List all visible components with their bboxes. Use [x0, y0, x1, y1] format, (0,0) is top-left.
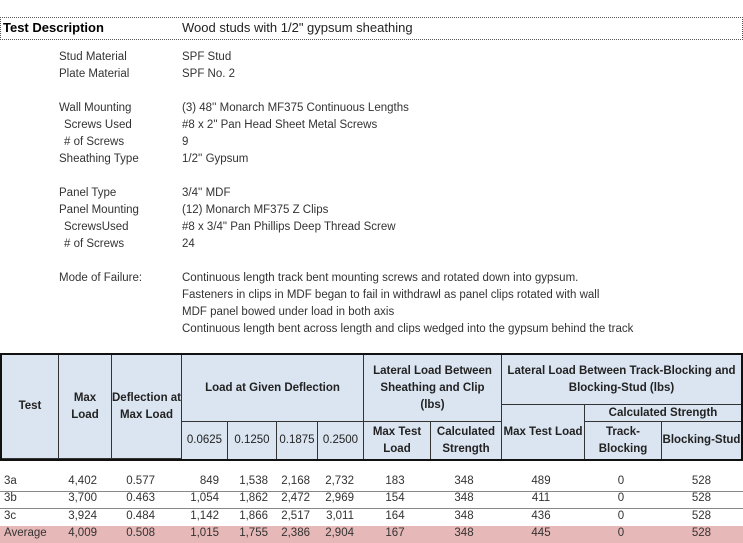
table-cell: 3b — [4, 492, 17, 505]
table-cell: 445 — [531, 526, 551, 539]
table-cell: 348 — [454, 475, 474, 487]
failure-line: Continuous length bent across length and clips wedged into the gypsum behind the track — [182, 323, 634, 335]
table-cell: Average — [4, 526, 47, 539]
header-d3: 0.1875 — [277, 422, 318, 459]
table-cell: 164 — [385, 509, 405, 522]
table-cell: 0.463 — [126, 492, 155, 505]
spec-label: # of Screws — [64, 136, 125, 148]
table-cell: 2,168 — [281, 475, 310, 487]
spec-value: SPF No. 2 — [182, 68, 236, 80]
table-cell: 4,402 — [68, 475, 97, 487]
table-cell: 1,015 — [190, 526, 219, 539]
spec-label: Panel Mounting — [59, 204, 139, 216]
table-header — [0, 353, 743, 461]
table-cell: 1,142 — [190, 509, 219, 522]
table-cell: 3,924 — [68, 509, 97, 522]
table-cell: 3,011 — [326, 509, 354, 522]
table-cell: 348 — [454, 492, 474, 505]
table-cell: 2,386 — [281, 526, 310, 539]
spec-value: 3/4'' MDF — [182, 187, 231, 199]
table-row — [0, 509, 743, 527]
header-ls-max: Max Test Load — [364, 422, 431, 459]
table-cell: 3c — [4, 509, 17, 522]
header-lt-max: Max Test Load — [502, 405, 585, 459]
average-row — [0, 526, 743, 543]
spec-value: 9 — [182, 136, 189, 148]
failure-line: Fasteners in clips in MDF began to fail in withdrawl as panel clips rotated with wall — [182, 289, 600, 301]
spec-label: Panel Type — [59, 187, 117, 199]
spec-value: 1/2'' Gypsum — [182, 153, 249, 165]
table-cell: 2,732 — [325, 475, 354, 487]
table-cell: 436 — [531, 509, 551, 522]
header-lt-calc: Calculated Strength — [585, 405, 741, 422]
table-cell: 2,969 — [325, 492, 354, 505]
table-cell: 348 — [454, 509, 474, 522]
table-row — [0, 474, 743, 492]
table-cell: 489 — [531, 475, 551, 487]
table-cell: 528 — [691, 492, 711, 505]
header-lateral-track: Lateral Load Between Track-Blocking and Blocking-Stud (lbs) — [502, 355, 741, 405]
table-cell: 411 — [531, 492, 551, 505]
table-cell: 0.508 — [126, 526, 155, 539]
table-cell: 183 — [385, 475, 405, 487]
table-cell: 528 — [691, 475, 711, 487]
table-cell: 0 — [617, 509, 625, 522]
spec-label: Sheathing Type — [59, 153, 139, 165]
header-d1: 0.0625 — [182, 422, 228, 459]
table-row — [0, 491, 743, 509]
table-cell: 0 — [617, 492, 625, 505]
table-cell: 0 — [617, 526, 625, 539]
table-cell: 1,054 — [190, 492, 219, 505]
table-cell: 1,755 — [239, 526, 268, 539]
table-cell: 154 — [385, 492, 405, 505]
spec-value: #8 x 2" Pan Head Sheet Metal Screws — [182, 119, 378, 131]
header-lt-blocking-stud: Blocking-Stud — [662, 434, 741, 446]
table-cell: 3,700 — [68, 492, 97, 505]
table-cell: 0.484 — [126, 509, 155, 522]
header-d2: 0.1250 — [228, 422, 277, 459]
table-cell: 2,904 — [325, 526, 354, 539]
spec-value: 24 — [182, 238, 195, 250]
header-deflection: Deflection at Max Load — [112, 355, 182, 459]
spec-label: Wall Mounting — [59, 102, 132, 114]
spec-value: (3) 48'' Monarch MF375 Continuous Lengths — [182, 102, 409, 114]
table-cell: 1,862 — [239, 492, 268, 505]
table-cell: 528 — [691, 509, 711, 522]
spec-label: Screws Used — [64, 119, 132, 131]
header-load-given-deflection: Load at Given Deflection — [182, 355, 364, 422]
spec-label: ScrewsUsed — [64, 221, 129, 233]
spec-label: Stud Material — [59, 51, 127, 63]
failure-line: MDF panel bowed under load in both axis — [182, 306, 395, 318]
spec-value: (12) Monarch MF375 Z Clips — [182, 204, 329, 216]
spec-label: # of Screws — [64, 238, 125, 250]
failure-label: Mode of Failure: — [59, 272, 143, 284]
spec-value: SPF Stud — [182, 51, 232, 63]
table-cell: 1,538 — [239, 475, 268, 487]
header-test: Test — [2, 355, 59, 459]
spec-value: #8 x 3/4" Pan Phillips Deep Thread Screw — [182, 221, 396, 233]
table-cell: 2,517 — [281, 509, 310, 522]
spec-label: Plate Material — [59, 68, 130, 80]
test-description-value: Wood studs with 1/2" gypsum sheathing — [182, 20, 413, 35]
test-description-label: Test Description — [3, 20, 104, 35]
table-cell: 3a — [4, 475, 17, 487]
table-cell: 0 — [617, 475, 625, 487]
table-cell: 4,009 — [68, 526, 97, 539]
failure-line: Continuous length track bent mounting screws and rotated down into gypsum. — [182, 272, 579, 284]
header-d4: 0.2500 — [318, 422, 364, 459]
table-cell: 849 — [199, 475, 219, 487]
header-ls-calc: Calculated Strength — [431, 422, 502, 459]
table-cell: 167 — [385, 526, 405, 539]
table-cell: 528 — [691, 526, 711, 539]
header-lateral-sheathing: Lateral Load Between Sheathing and Clip (lbs) — [364, 355, 502, 422]
table-cell: 348 — [454, 526, 474, 539]
header-lt-track-blocking: Track-Blocking — [585, 422, 662, 459]
header-max-load: Max Load — [59, 355, 112, 459]
table-cell: 0.577 — [126, 475, 155, 487]
table-cell: 2,472 — [281, 492, 310, 505]
table-cell: 1,866 — [239, 509, 268, 522]
